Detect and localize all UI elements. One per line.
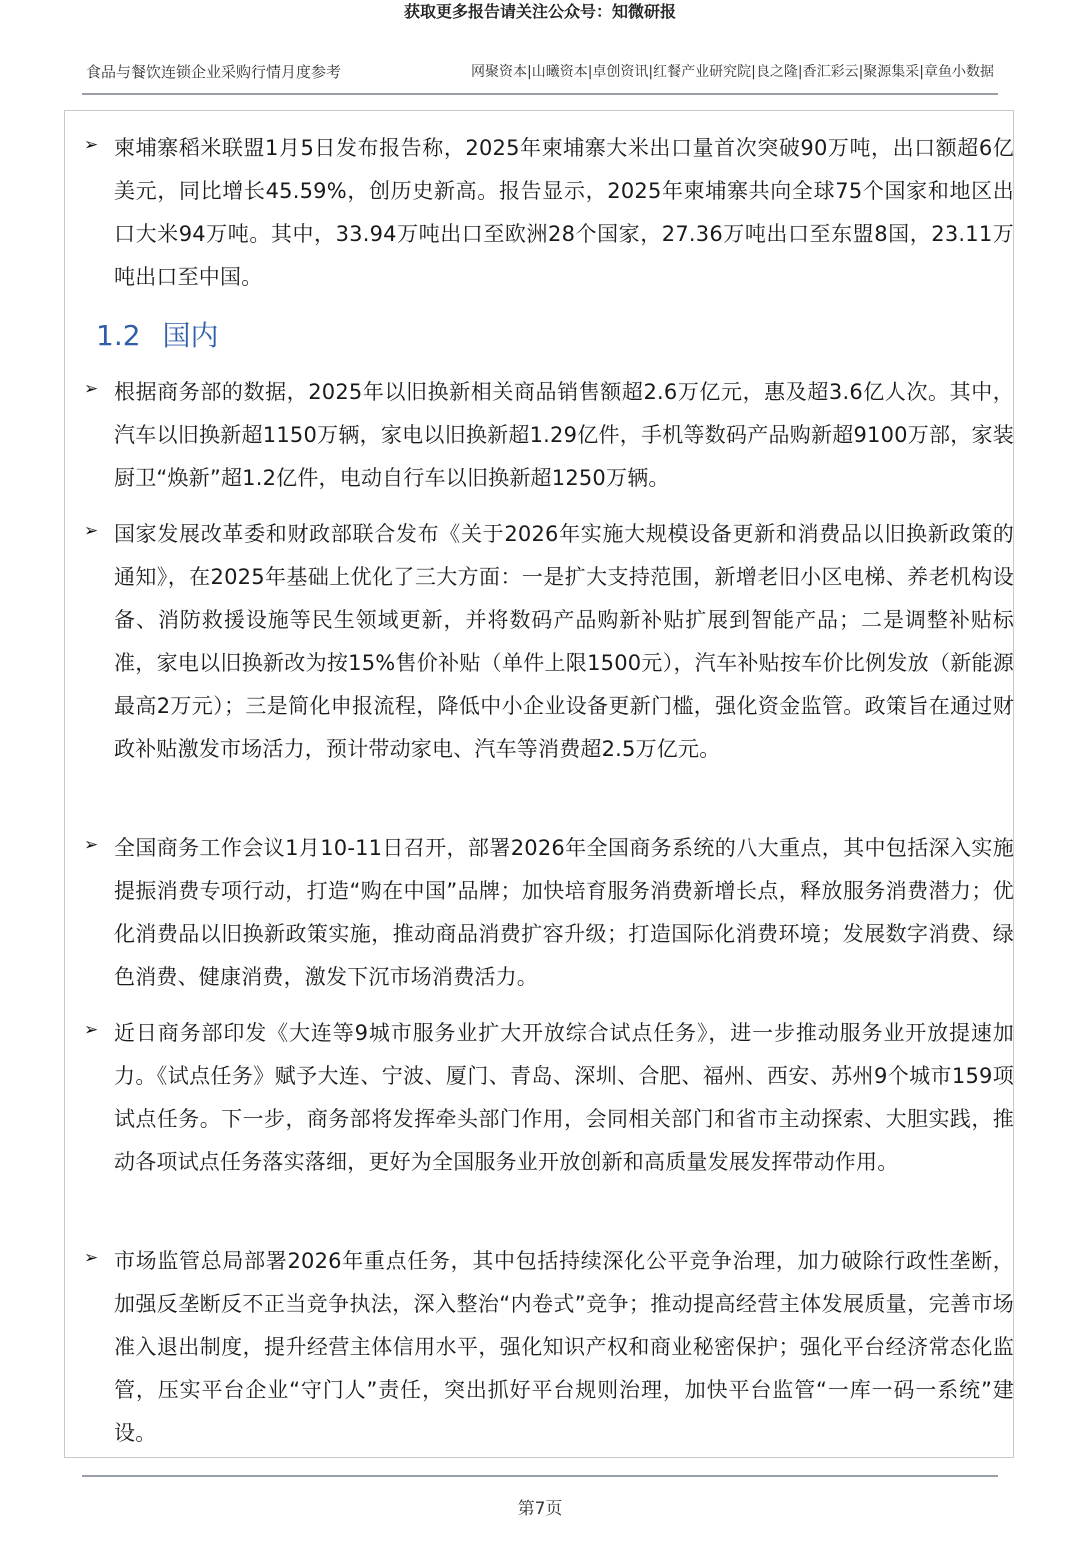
list-item-domestic-2	[84, 827, 1014, 999]
list-item-domestic-1	[84, 513, 1014, 771]
list-item-domestic-3	[84, 1012, 1014, 1184]
list-item-text: 近日商务部印发《大连等9城市服务业扩大开放综合试点任务》，进一步推动服务业开放提速加力。《试点任务》赋予大连、宁波、厦门、青岛、深圳、合肥、福州、西安、苏州9个城市159项试点任务。下一步，商务部将发挥牵头部门作用，会同相关部门和省市主动探索、大胆实践，推动各项试点任务落实落细，更好为全国服务业开放创新和高质量发展发挥带动作用。	[114, 1021, 1014, 1174]
list-item-text: 市场监管总局部署2026年重点任务，其中包括持续深化公平竞争治理，加力破除行政性垄断，加强反垄断反不正当竞争执法，深入整治“内卷式”竞争；推动提高经营主体发展质量，完善市场准入退出制度，提升经营主体信用水平，强化知识产权和商业秘密保护；强化平台经济常态化监管，压实平台企业“守门人”责任，突出抓好平台规则治理，加快平台监管“一库一码一系统”建设。	[114, 1249, 1014, 1445]
list-item-text: 国家发展改革委和财政部联合发布《关于2026年实施大规模设备更新和消费品以旧换新政策的通知》，在2025年基础上优化了三大方面：一是扩大支持范围，新增老旧小区电梯、养老机构设备、消防救援设施等民生领域更新，并将数码产品购新补贴扩展到智能产品；二是调整补贴标准，家电以旧换新改为按15%售价补贴（单件上限1500元），汽车补贴按车价比例发放（新能源最高2万元）；三是简化申报流程，降低中小企业设备更新门槛，强化资金监管。政策旨在通过财政补贴激发市场活力，预计带动家电、汽车等消费超2.5万亿元。	[114, 522, 1014, 761]
report-title: 食品与餐饮连锁企业采购行情月度参考	[86, 63, 342, 81]
section-heading	[96, 314, 219, 358]
bullet-arrow-icon: ➢	[84, 1020, 99, 1040]
bullet-arrow-icon: ➢	[84, 835, 99, 855]
list-item-domestic-0	[84, 371, 1014, 500]
bullet-arrow-icon: ➢	[84, 521, 99, 541]
list-item-domestic-4	[84, 1240, 1014, 1455]
page-number: 第7页	[517, 1499, 563, 1519]
list-item-text: 柬埔寨稻米联盟1月5日发布报告称，2025年柬埔寨大米出口量首次突破90万吨，出口额超6亿美元，同比增长45.59%，创历史新高。报告显示，2025年柬埔寨共向全球75个国家和地区出口大米94万吨。其中，33.94万吨出口至欧洲28个国家，27.36万吨出口至东盟8国，23.11万吨出口至中国。	[114, 136, 1014, 289]
section-number: 1.2	[96, 319, 141, 352]
bullet-arrow-icon: ➢	[84, 1248, 99, 1268]
footer-divider	[82, 1475, 998, 1477]
list-item-text: 根据商务部的数据，2025年以旧换新相关商品销售额超2.6万亿元，惠及超3.6亿人次。其中，汽车以旧换新超1150万辆，家电以旧换新超1.29亿件，手机等数码产品购新超9100万部，家装厨卫“焕新”超1.2亿件，电动自行车以旧换新超1250万辆。	[114, 380, 1014, 490]
bullet-arrow-icon: ➢	[84, 135, 99, 155]
section-title: 国内	[162, 319, 219, 352]
promo-banner: 获取更多报告请关注公众号：知微研报	[403, 2, 676, 21]
header-divider	[82, 93, 998, 95]
bullet-arrow-icon: ➢	[84, 379, 99, 399]
data-sources: 网聚资本|山曦资本|卓创资讯|红餐产业研究院|良之隆|香汇彩云|聚源集采|章鱼小数据	[470, 64, 994, 80]
list-item-international-0	[84, 127, 1014, 299]
list-item-text: 全国商务工作会议1月10-11日召开，部署2026年全国商务系统的八大重点，其中包括深入实施提振消费专项行动，打造“购在中国”品牌；加快培育服务消费新增长点，释放服务消费潜力；优化消费品以旧换新政策实施，推动商品消费扩容升级；打造国际化消费环境；发展数字消费、绿色消费、健康消费，激发下沉市场消费活力。	[114, 836, 1014, 989]
